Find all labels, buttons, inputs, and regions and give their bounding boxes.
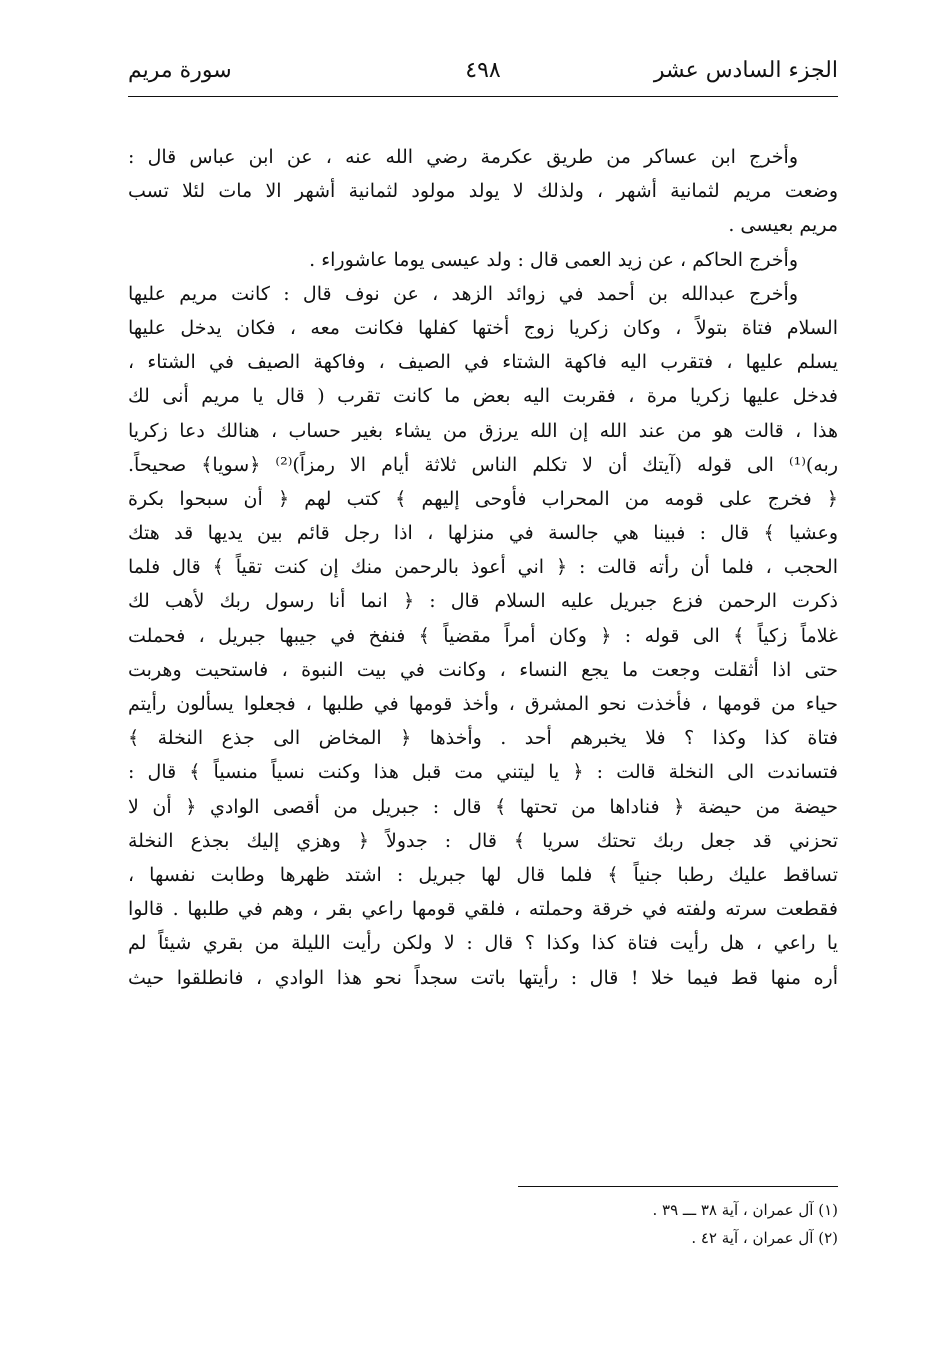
text-line: حياء من قومها ، فأخذت نحو المشرق ، وأخذ قومها في طلبها ، فجعلوا يسألون رأيتم (128, 693, 838, 715)
text-line: وأخرج عبدالله بن أحمد في زوائد الزهد ، عن نوف قال : كانت مريم عليها (128, 282, 798, 305)
text-line: فدخل عليها زكريا مرة ، فقربت اليه بعض ما كانت تقرب ( قال يا مريم أنى لك (128, 385, 838, 408)
footnotes (518, 1196, 838, 1252)
text-line: تحزني قد جعل ربك تحتك سريا ﴾ قال : جدولاً ﴿ وهزي إليك بجذع النخلة (128, 829, 838, 852)
text-line: فقطعت سرته ولفته في خرقة وحملته ، فلقي قومها راعي بقر ، وهم في طلبها . قالوا (128, 898, 838, 921)
text-line: الحجب ، فلما أن رأته قالت : ﴿ اني أعوذ بالرحمن منك إن كنت تقياً ﴾ قال فلما (128, 556, 838, 579)
footnote: (٢) آل عمران ، آية ٤٢ . (691, 1229, 838, 1247)
text-line: وعشيا ﴾ قال : فبينا هي جالسة في منزلها ، اذا رجل قائم بين يديها قد هتك (128, 522, 838, 545)
body-text (128, 140, 838, 995)
text-line: ذكرت الرحمن فزع جبريل عليه السلام قال : ﴿ انما أنا رسول ربك لأهب لك (128, 590, 838, 613)
page-header (128, 58, 838, 94)
text-line: وأخرج ابن عساكر من طريق عكرمة رضي الله عنه ، عن ابن عباس قال : (128, 146, 798, 168)
text-line: يا راعي ، هل رأيت فتاة كذا وكذا ؟ قال : لا ولكن رأيت الليلة من بقري شيئاً لم (128, 932, 838, 955)
text-line: وضعت مريم لثمانية أشهر ، ولذلك لا يولد مولود لثمانية أشهر الا مات لئلا تسب (128, 180, 838, 203)
footnote: (١) آل عمران ، آية ٣٨ ـــ ٣٩ . (652, 1201, 838, 1219)
text-line: حيضة من حيضة ﴿ فناداها من تحتها ﴾ قال : جبريل من أقصى الوادي ﴿ أن لا (128, 795, 838, 818)
text-line: أره منها قط فيما خلا ! قال : رأيتها باتت سجداً نحو هذا الوادي ، فانطلقوا حيث (128, 966, 838, 989)
text-line: حتى اذا أثقلت وجعت ما يجع النساء ، وكانت في بيت النبوة ، فاستحيت وهربت (128, 658, 838, 681)
text-line: وأخرج الحاكم ، عن زيد العمى قال : ولد عيسى يوما عاشوراء . (309, 248, 798, 271)
juz-title: الجزء السادس عشر (653, 58, 838, 83)
text-line: السلام فتاة بتولاً ، وكان زكريا زوج أختها كفلها فكانت معه ، فكان يدخل عليها (128, 316, 838, 339)
text-line: مريم بعيسى . (728, 214, 838, 237)
text-line: تساقط عليك رطبا جنياً ﴾ فلما قال لها جبريل : اشتد ظهرها وطابت نفسها ، (128, 863, 838, 886)
text-line: ﴿ فخرج على قومه من المحراب فأوحى إليهم ﴾ كتب لهم ﴿ أن سبحوا بكرة (128, 487, 838, 510)
header-divider (128, 96, 838, 97)
footnote-divider (518, 1186, 838, 1187)
text-line: فتساندت الى النخلة قالت : ﴿ يا ليتني مت قبل هذا وكنت نسياً منسياً ﴾ قال : (128, 761, 838, 784)
page-number: ٤٩٨ (465, 58, 501, 83)
text-line: فتاة كذا وكذا ؟ فلا يخبرهم أحد . وأخذها ﴿ المخاض الى جذع النخلة ﴾ (128, 727, 838, 750)
text-line: يسلم عليها ، فتقرب اليه فاكهة الشتاء في الصيف ، وفاكهة الصيف في الشتاء ، (128, 351, 838, 374)
surah-title: سورة مريم (128, 58, 232, 83)
text-line: ربه)⁽¹⁾ الى قوله (آيتك أن لا تكلم الناس ثلاثة أيام الا رمزاً)⁽²⁾ ﴿سويا﴾ صحيحاً. (128, 453, 838, 476)
text-line: غلاماً زكياً ﴾ الى قوله : ﴿ وكان أمراً مقضياً ﴾ فنفخ في جيبها جبريل ، فحملت (128, 624, 838, 647)
text-line: هذا ، قالت هو من عند الله إن الله يرزق من يشاء بغير حساب ، هنالك دعا زكريا (128, 419, 838, 442)
